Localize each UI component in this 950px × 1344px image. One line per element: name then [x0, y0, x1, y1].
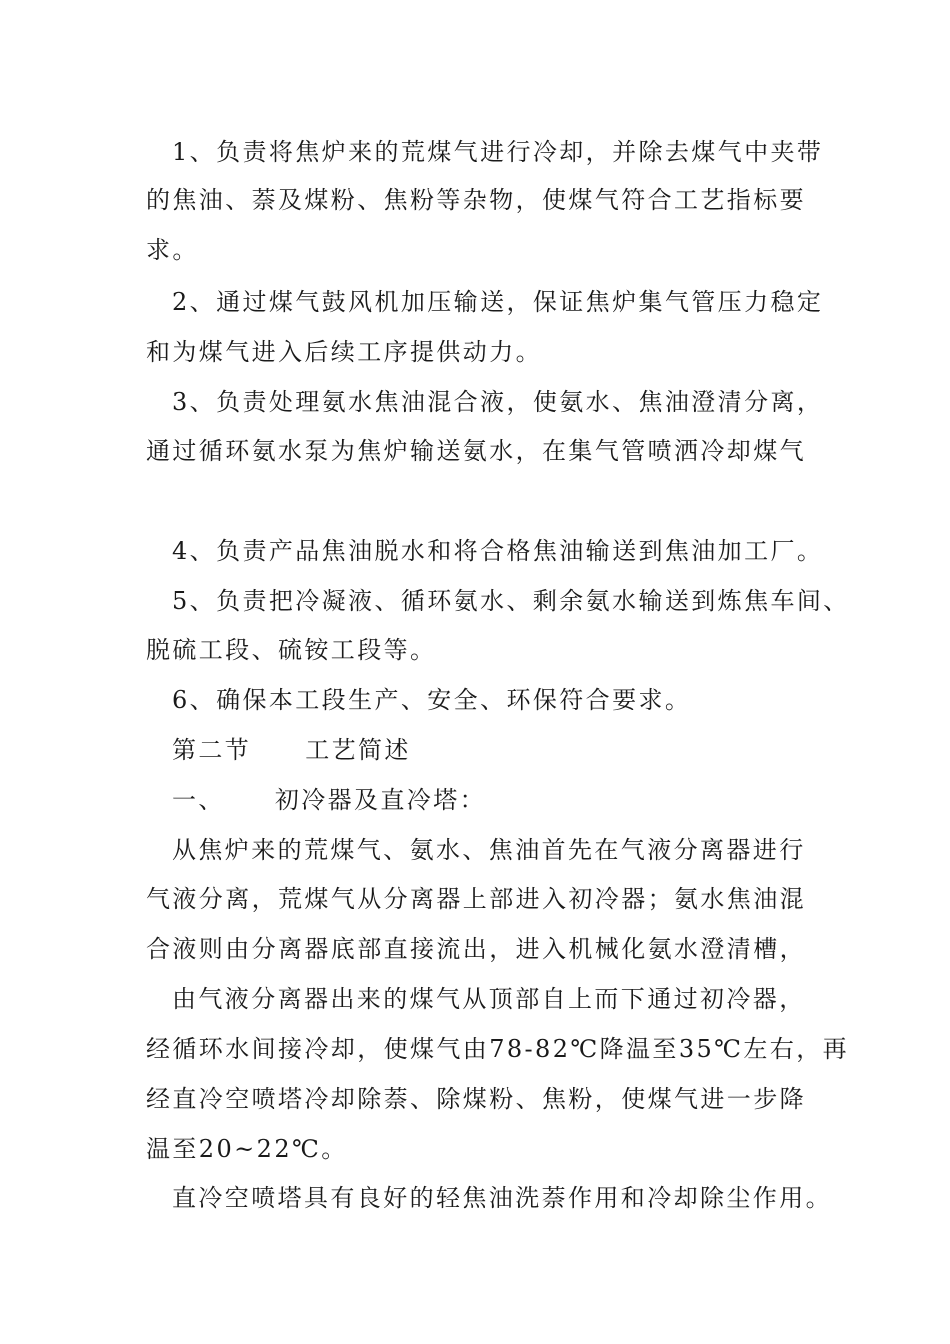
item-3-line-2: 通过循环氨水泵为焦炉输送氨水，在集气管喷洒冷却煤气	[146, 437, 806, 465]
para-1-line-3: 合液则由分离器底部直接流出，进入机械化氨水澄清槽，	[146, 935, 806, 963]
para-2-line-1: 由气液分离器出来的煤气从顶部自上而下通过初冷器，	[172, 985, 806, 1013]
para-2-line-3: 经直冷空喷塔冷却除萘、除煤粉、焦粉，使煤气进一步降	[146, 1085, 806, 1113]
section-number: 第二节	[172, 736, 252, 764]
item-4-line-1: 4、负责产品焦油脱水和将合格焦油输送到焦油加工厂。	[172, 537, 824, 565]
item-1-line-1: 1、负责将焦炉来的荒煤气进行冷却，并除去煤气中夹带	[172, 138, 824, 166]
subsection-title: 初冷器及直冷塔：	[274, 786, 487, 814]
para-2-line-4: 温至20~22℃。	[146, 1135, 348, 1163]
section-title: 工艺简述	[305, 736, 411, 764]
subsection-number: 一、	[172, 786, 225, 814]
section-heading	[172, 734, 411, 766]
item-5-line-2: 脱硫工段、硫铵工段等。	[146, 636, 437, 664]
para-1-line-1: 从焦炉来的荒煤气、氨水、焦油首先在气液分离器进行	[172, 836, 806, 864]
subsection-heading	[172, 784, 486, 816]
para-1-line-2: 气液分离，荒煤气从分离器上部进入初冷器；氨水焦油混	[146, 885, 806, 913]
item-6-line-1: 6、确保本工段生产、安全、环保符合要求。	[172, 686, 692, 714]
item-5-line-1: 5、负责把冷凝液、循环氨水、剩余氨水输送到炼焦车间、	[172, 587, 850, 615]
item-2-line-1: 2、通过煤气鼓风机加压输送，保证焦炉集气管压力稳定	[172, 288, 824, 316]
item-3-line-1: 3、负责处理氨水焦油混合液，使氨水、焦油澄清分离，	[172, 388, 824, 416]
para-3-line-1: 直冷空喷塔具有良好的轻焦油洗萘作用和冷却除尘作用。	[172, 1184, 832, 1212]
item-1-line-3: 求。	[146, 236, 199, 264]
para-2-line-2: 经循环水间接冷却，使煤气由78-82℃降温至35℃左右，再	[146, 1035, 850, 1063]
item-1-line-2: 的焦油、萘及煤粉、焦粉等杂物，使煤气符合工艺指标要	[146, 186, 806, 214]
item-2-line-2: 和为煤气进入后续工序提供动力。	[146, 338, 542, 366]
